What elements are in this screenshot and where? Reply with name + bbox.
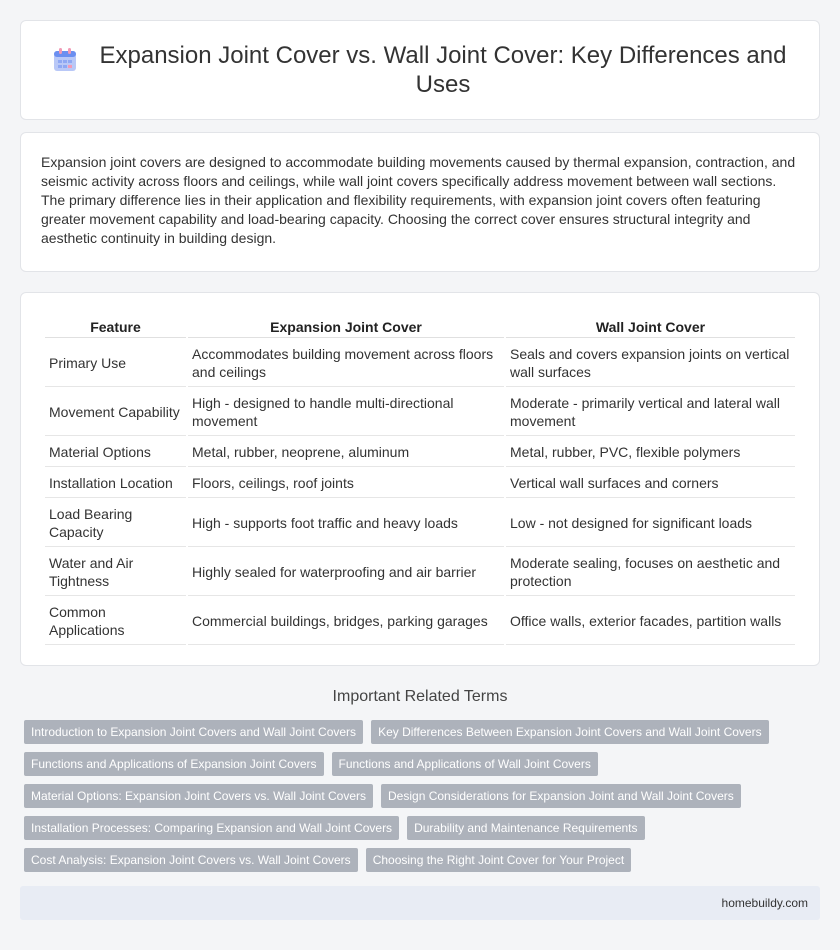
expansion-cell: Commercial buildings, bridges, parking garages bbox=[188, 598, 504, 645]
wall-cell: Moderate - primarily vertical and lateral wall movement bbox=[506, 389, 795, 436]
expansion-cell: Floors, ceilings, roof joints bbox=[188, 469, 504, 498]
header-wall: Wall Joint Cover bbox=[506, 315, 795, 338]
expansion-cell: Accommodates building movement across floors and ceilings bbox=[188, 340, 504, 387]
related-term-link[interactable]: Introduction to Expansion Joint Covers and Wall Joint Covers bbox=[24, 720, 363, 744]
feature-cell: Water and Air Tightness bbox=[45, 549, 186, 596]
table-row bbox=[45, 549, 795, 596]
footer bbox=[20, 886, 820, 920]
expansion-cell: Metal, rubber, neoprene, aluminum bbox=[188, 438, 504, 467]
footer-site-link[interactable]: homebuildy.com bbox=[721, 896, 808, 910]
related-term-link[interactable]: Durability and Maintenance Requirements bbox=[407, 816, 644, 840]
title-card bbox=[20, 20, 820, 120]
wall-cell: Seals and covers expansion joints on vertical wall surfaces bbox=[506, 340, 795, 387]
wall-cell: Low - not designed for significant loads bbox=[506, 500, 795, 547]
comparison-table bbox=[43, 313, 797, 647]
table-row bbox=[45, 469, 795, 498]
feature-cell: Movement Capability bbox=[45, 389, 186, 436]
header-expansion: Expansion Joint Cover bbox=[188, 315, 504, 338]
related-terms-heading: Important Related Terms bbox=[332, 688, 508, 705]
intro-text: Expansion joint covers are designed to accommodate building movements caused by thermal expansion, contraction, and seismic activity across floors and ceilings, while wall joint covers specifically address movement between wall sections. The primary difference lies in their application and flexibility requirements, with expansion joint covers often featuring greater movement capability and load-bearing capacity. Choosing the correct cover ensures structural integrity and aesthetic continuity in building design. bbox=[41, 154, 796, 246]
expansion-cell: High - supports foot traffic and heavy loads bbox=[188, 500, 504, 547]
feature-cell: Primary Use bbox=[45, 340, 186, 387]
calendar-icon bbox=[52, 47, 78, 73]
wall-cell: Office walls, exterior facades, partition walls bbox=[506, 598, 795, 645]
wall-cell: Metal, rubber, PVC, flexible polymers bbox=[506, 438, 795, 467]
table-row bbox=[45, 438, 795, 467]
related-term-link[interactable]: Design Considerations for Expansion Joint and Wall Joint Covers bbox=[381, 784, 741, 808]
table-row bbox=[45, 389, 795, 436]
expansion-cell: High - designed to handle multi-directional movement bbox=[188, 389, 504, 436]
related-term-link[interactable]: Functions and Applications of Expansion Joint Covers bbox=[24, 752, 324, 776]
table-header-row bbox=[45, 315, 795, 338]
related-term-link[interactable]: Material Options: Expansion Joint Covers vs. Wall Joint Covers bbox=[24, 784, 373, 808]
related-terms-list bbox=[24, 720, 824, 880]
wall-cell: Vertical wall surfaces and corners bbox=[506, 469, 795, 498]
feature-cell: Load Bearing Capacity bbox=[45, 500, 186, 547]
feature-cell: Material Options bbox=[45, 438, 186, 467]
related-term-link[interactable]: Installation Processes: Comparing Expansion and Wall Joint Covers bbox=[24, 816, 399, 840]
related-term-link[interactable]: Choosing the Right Joint Cover for Your Project bbox=[366, 848, 631, 872]
intro-card bbox=[20, 132, 820, 272]
related-term-link[interactable]: Cost Analysis: Expansion Joint Covers vs. Wall Joint Covers bbox=[24, 848, 358, 872]
wall-cell: Moderate sealing, focuses on aesthetic and protection bbox=[506, 549, 795, 596]
title-wrap bbox=[52, 41, 788, 99]
feature-cell: Installation Location bbox=[45, 469, 186, 498]
table-row bbox=[45, 500, 795, 547]
header-feature: Feature bbox=[45, 315, 186, 338]
feature-cell: Common Applications bbox=[45, 598, 186, 645]
related-term-link[interactable]: Functions and Applications of Wall Joint Covers bbox=[332, 752, 598, 776]
comparison-card bbox=[20, 292, 820, 666]
expansion-cell: Highly sealed for waterproofing and air barrier bbox=[188, 549, 504, 596]
page-title: Expansion Joint Cover vs. Wall Joint Cover: Key Differences and Uses bbox=[99, 42, 787, 98]
related-term-link[interactable]: Key Differences Between Expansion Joint Covers and Wall Joint Covers bbox=[371, 720, 769, 744]
table-row bbox=[45, 340, 795, 387]
table-row bbox=[45, 598, 795, 645]
